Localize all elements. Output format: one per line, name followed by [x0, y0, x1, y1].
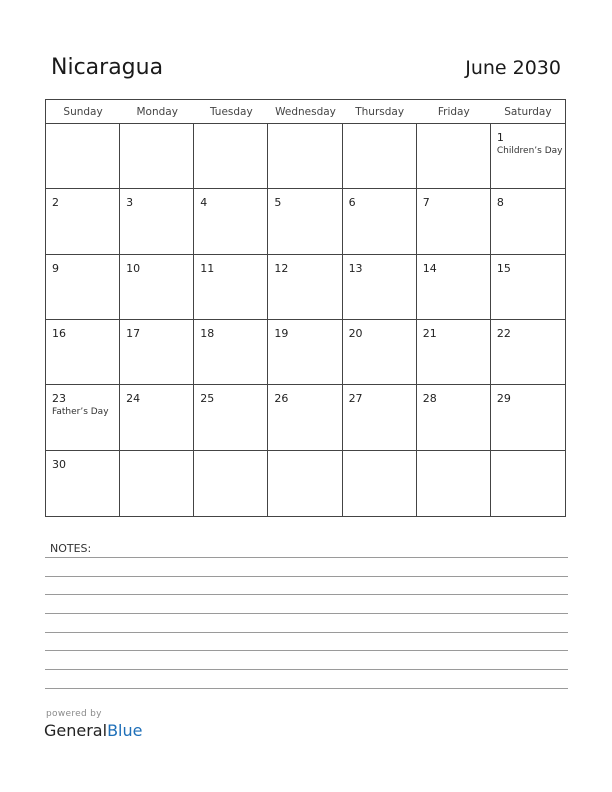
day-cell[interactable] [343, 255, 417, 320]
day-number: 25 [200, 392, 215, 406]
day-cell[interactable] [194, 124, 268, 189]
day-cell[interactable] [268, 320, 342, 385]
day-number: 20 [348, 327, 363, 340]
notes-line [45, 632, 568, 633]
day-cell[interactable] [491, 451, 565, 516]
notes-line [45, 557, 568, 558]
day-cell[interactable] [268, 255, 342, 320]
day-number: 23 [52, 392, 66, 406]
day-cell[interactable] [491, 189, 565, 254]
day-cell[interactable] [343, 320, 417, 385]
day-cell[interactable] [268, 451, 342, 516]
day-cell[interactable] [268, 385, 342, 450]
day-cell[interactable] [120, 189, 194, 254]
day-number: 7 [422, 196, 430, 210]
notes-line [45, 576, 568, 577]
day-cell[interactable] [417, 255, 491, 320]
weekday-header: Thursday [343, 100, 417, 124]
day-number: 1 [496, 131, 504, 144]
powered-by-text: powered by [46, 709, 102, 719]
day-cell[interactable] [120, 255, 194, 320]
day-number: 29 [496, 392, 511, 406]
day-number: 30 [52, 457, 66, 471]
day-cell[interactable] [194, 451, 268, 516]
day-cell[interactable] [417, 124, 491, 189]
day-cell[interactable] [46, 255, 120, 320]
day-number: 28 [422, 392, 437, 406]
weekday-header: Wednesday [268, 100, 342, 124]
day-cell[interactable] [120, 124, 194, 189]
day-number: 19 [274, 327, 289, 340]
day-number: 8 [496, 196, 504, 210]
day-cell[interactable] [417, 385, 491, 450]
day-cell[interactable] [46, 320, 120, 385]
day-number: 27 [348, 392, 363, 406]
day-number: 12 [274, 261, 289, 275]
notes-line [45, 669, 568, 670]
day-number: 11 [200, 261, 215, 275]
day-number: 21 [422, 327, 437, 340]
day-cell[interactable] [417, 451, 491, 516]
day-cell[interactable] [120, 385, 194, 450]
day-cell[interactable] [46, 451, 120, 516]
day-number: 17 [126, 327, 141, 340]
weekday-header: Tuesday [194, 100, 268, 124]
day-cell[interactable] [491, 124, 565, 189]
day-number: 3 [126, 196, 134, 210]
day-cell[interactable] [46, 189, 120, 254]
brand-general: General [44, 721, 108, 740]
day-cell[interactable] [194, 255, 268, 320]
notes-line [45, 613, 568, 614]
day-cell[interactable] [417, 189, 491, 254]
notes-label: NOTES: [50, 542, 92, 555]
day-number: 5 [274, 196, 282, 210]
notes-line [45, 688, 568, 689]
day-cell[interactable] [46, 385, 120, 450]
day-number: 26 [274, 392, 289, 406]
day-number: 14 [422, 261, 437, 275]
day-number: 13 [348, 261, 363, 275]
day-number: 9 [52, 261, 59, 275]
day-cell[interactable] [46, 124, 120, 189]
day-number: 10 [126, 261, 141, 275]
weekday-header: Monday [120, 100, 194, 124]
day-number: 15 [496, 261, 511, 275]
day-number: 16 [52, 327, 66, 340]
day-cell[interactable] [491, 255, 565, 320]
day-cell[interactable] [343, 451, 417, 516]
notes-line [45, 594, 568, 595]
holiday-event: Father’s Day [52, 407, 109, 418]
generalblue-logo[interactable] [44, 721, 142, 740]
day-cell[interactable] [268, 124, 342, 189]
day-number: 22 [496, 327, 511, 340]
weekday-header: Saturday [491, 100, 565, 124]
day-number: 24 [126, 392, 141, 406]
day-number: 18 [200, 327, 215, 340]
day-number: 4 [200, 196, 208, 210]
day-cell[interactable] [343, 189, 417, 254]
day-cell[interactable] [491, 320, 565, 385]
day-cell[interactable] [343, 385, 417, 450]
notes-line [45, 650, 568, 651]
weekday-header: Sunday [46, 100, 120, 124]
day-number: 6 [348, 196, 356, 210]
day-cell[interactable] [194, 385, 268, 450]
day-cell[interactable] [343, 124, 417, 189]
day-cell[interactable] [417, 320, 491, 385]
holiday-event: Children’s Day [496, 146, 563, 156]
country-title: Nicaragua [51, 55, 164, 80]
month-year-title: June 2030 [465, 57, 561, 79]
day-cell[interactable] [120, 320, 194, 385]
weekday-header: Friday [417, 100, 491, 124]
day-number: 2 [52, 196, 59, 210]
day-cell[interactable] [268, 189, 342, 254]
day-cell[interactable] [491, 385, 565, 450]
day-cell[interactable] [120, 451, 194, 516]
day-cell[interactable] [194, 189, 268, 254]
brand-blue: Blue [107, 721, 143, 740]
calendar-grid [45, 99, 566, 517]
day-cell[interactable] [194, 320, 268, 385]
